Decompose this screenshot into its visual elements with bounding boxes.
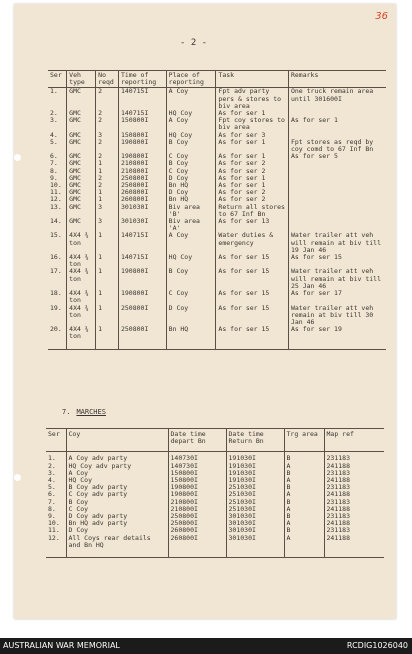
table-cell: 210800I — [168, 506, 226, 513]
table-cell: 301030I — [118, 204, 166, 218]
table-cell: 9. — [50, 173, 58, 182]
table-cell: 301030I — [226, 520, 284, 527]
table-cell: D Coy — [166, 305, 216, 327]
table-cell: 140730I — [168, 452, 226, 463]
table-row — [48, 232, 386, 254]
table-row — [48, 326, 386, 349]
table-row — [48, 218, 386, 232]
table-cell: D Coy — [66, 527, 168, 534]
table-cell: Bn HQ adv party — [66, 520, 168, 527]
table-cell: HQ Coy — [166, 110, 216, 117]
table-cell: 250800I — [118, 305, 166, 327]
table-cell: GMC — [67, 189, 96, 196]
footer-id: RCDIG1026040 — [346, 641, 408, 650]
punch-hole — [14, 474, 21, 481]
table-cell — [288, 175, 386, 182]
table-cell: 241188 — [324, 535, 384, 558]
table-cell: GMC — [67, 110, 96, 117]
table-cell: 1. — [50, 87, 58, 96]
table-cell: 210800I — [118, 168, 166, 175]
table-cell: Water trailer att veh will remain at biv till 25 Jan 46 — [288, 268, 386, 290]
table-cell: 231183 — [324, 470, 384, 477]
table-cell: B Coy adv party — [66, 484, 168, 491]
table-row — [48, 204, 386, 218]
table-cell: C Coy — [166, 168, 216, 175]
table-cell: 241188 — [324, 520, 384, 527]
table-cell: 191030I — [226, 470, 284, 477]
table-cell: 7. — [48, 497, 56, 506]
table-cell: As for ser 3 — [216, 132, 289, 139]
table-cell: 7. — [50, 159, 58, 168]
transport-table — [48, 70, 386, 350]
column-header: Place of reporting — [166, 71, 216, 88]
table-cell: 14. — [50, 217, 62, 226]
table-cell: 8. — [48, 504, 56, 513]
table-cell: 1 — [96, 168, 119, 175]
table-cell: 4X4 ¾ ton — [67, 305, 96, 327]
table-cell: 301030I — [226, 527, 284, 534]
table-cell: 191030I — [226, 452, 284, 463]
table-cell: A Coy — [66, 470, 168, 477]
table-cell: Bn HQ — [166, 326, 216, 349]
table-cell: HQ Coy adv party — [66, 463, 168, 470]
table-cell: Biv area 'B' — [166, 204, 216, 218]
table-cell: 190800I — [168, 491, 226, 498]
table-cell: 6. — [48, 490, 56, 499]
table-cell: A — [284, 463, 324, 470]
table-cell: As for ser 2 — [216, 168, 289, 175]
table-cell: 250800I — [168, 520, 226, 527]
column-header: Trg area — [284, 429, 324, 452]
table-cell: 2 — [96, 117, 119, 131]
table-cell: 231183 — [324, 484, 384, 491]
table-cell: 12. — [50, 195, 62, 204]
table-cell: A Coy — [166, 232, 216, 254]
table-cell: 10. — [50, 181, 62, 190]
table-cell: As for ser 15 — [216, 305, 289, 327]
table-cell: A Coy adv party — [66, 452, 168, 463]
table-cell: 241188 — [324, 477, 384, 484]
table-cell: A Coy — [166, 117, 216, 131]
table-cell: 13. — [50, 202, 62, 211]
table-cell: 11. — [48, 526, 60, 535]
table-cell: 231183 — [324, 499, 384, 506]
table-row — [48, 117, 386, 131]
table-cell: 241188 — [324, 491, 384, 498]
table-cell: As for ser 1 — [216, 139, 289, 153]
table-cell: 150800I — [168, 477, 226, 484]
table-cell: 4X4 ¾ ton — [67, 232, 96, 254]
table-cell: 231183 — [324, 513, 384, 520]
table-cell: 190800I — [118, 290, 166, 304]
table-cell: 4X4 ¾ ton — [67, 326, 96, 349]
column-header: Date time Return Bn — [226, 429, 284, 452]
table-cell: GMC — [67, 196, 96, 203]
table-cell: B Coy — [166, 139, 216, 153]
table-cell: 251030I — [226, 484, 284, 491]
table-cell: GMC — [67, 218, 96, 232]
table-cell: As for ser 1 — [216, 153, 289, 160]
table-cell: Bn HQ — [166, 196, 216, 203]
table-row — [48, 305, 386, 327]
table-cell: 140730I — [168, 463, 226, 470]
column-header: Task — [216, 71, 289, 88]
table-cell: 2. — [50, 109, 58, 118]
punch-hole — [14, 154, 21, 161]
table-header-row — [46, 429, 384, 452]
table-cell: 2 — [96, 88, 119, 110]
table-cell: 1 — [96, 232, 119, 254]
table-cell: A — [284, 535, 324, 558]
table-cell: 5. — [50, 137, 58, 146]
table-cell: 150800I — [118, 117, 166, 131]
table-cell: D Coy — [166, 189, 216, 196]
table-cell: D Coy — [166, 175, 216, 182]
table-cell: 260800I — [118, 196, 166, 203]
table-cell: As for ser 15 — [216, 326, 289, 349]
table-cell: 6. — [50, 152, 58, 161]
column-header: Ser — [46, 429, 66, 452]
table-cell — [288, 218, 386, 232]
table-cell — [288, 189, 386, 196]
table-cell: 140715I — [118, 110, 166, 117]
table-cell: 3 — [96, 204, 119, 218]
table-cell: C Coy — [166, 153, 216, 160]
table-row — [46, 535, 384, 558]
table-cell: 251030I — [226, 499, 284, 506]
table-cell: 250800I — [118, 326, 166, 349]
table-cell: 191030I — [226, 463, 284, 470]
column-header: Time of reporting — [118, 71, 166, 88]
table-cell: As for ser 19 — [288, 326, 386, 349]
table-cell: 241188 — [324, 506, 384, 513]
table-cell: D Coy adv party — [66, 513, 168, 520]
table-cell: 191030I — [226, 477, 284, 484]
table-cell: 140715I — [118, 88, 166, 110]
table-cell: 15. — [50, 231, 62, 240]
table-cell: 4. — [48, 476, 56, 485]
table-cell: 3 — [96, 218, 119, 232]
footer-source: AUSTRALIAN WAR MEMORIAL — [3, 641, 120, 650]
table-cell: HQ Coy — [66, 477, 168, 484]
table-cell: B — [284, 470, 324, 477]
table-header-row — [48, 71, 386, 88]
table-cell — [288, 182, 386, 189]
table-row — [48, 139, 386, 153]
table-cell: 1 — [96, 160, 119, 167]
table-row — [48, 290, 386, 304]
table-row — [46, 452, 384, 463]
table-cell: 1 — [96, 189, 119, 196]
table-cell: As for ser 2 — [216, 189, 289, 196]
table-cell: B — [284, 452, 324, 463]
table-cell: 250800I — [118, 175, 166, 182]
table-cell: GMC — [67, 153, 96, 160]
table-cell: 301030I — [226, 513, 284, 520]
table-cell: GMC — [67, 160, 96, 167]
table-cell: 210800I — [118, 160, 166, 167]
table-cell: 4. — [50, 130, 58, 139]
table-cell: HQ Coy — [166, 132, 216, 139]
table-cell: 251030I — [226, 491, 284, 498]
table-cell: 301030I — [226, 535, 284, 558]
column-header: Veh type — [67, 71, 96, 88]
section-title: MARCHES — [76, 408, 106, 416]
table-cell: 241188 — [324, 463, 384, 470]
table-cell — [288, 196, 386, 203]
table-cell: 190800I — [168, 484, 226, 491]
table-cell: GMC — [67, 182, 96, 189]
table-cell: All Coys rear details and Bn HQ — [66, 535, 168, 558]
table-cell: A — [284, 506, 324, 513]
table-cell: As for ser 15 — [216, 254, 289, 268]
table-cell: 210800I — [168, 499, 226, 506]
table-cell: B — [284, 527, 324, 534]
column-header: Coy — [66, 429, 168, 452]
table-cell: 301030I — [118, 218, 166, 232]
column-header: Map ref — [324, 429, 384, 452]
table-cell: Fpt stores as reqd by coy comd to 67 Inf Bn — [288, 139, 386, 153]
table-cell: GMC — [67, 175, 96, 182]
table-cell: C Coy adv party — [66, 491, 168, 498]
table-cell: B Coy — [166, 160, 216, 167]
table-cell: A — [284, 477, 324, 484]
table-cell: 1 — [96, 305, 119, 327]
table-cell: 260800I — [168, 527, 226, 534]
table-cell: Return all stores to 67 Inf Bn — [216, 204, 289, 218]
table-cell: 190800I — [118, 153, 166, 160]
table-cell: As for ser 17 — [288, 290, 386, 304]
table-cell: C Coy — [66, 506, 168, 513]
table-cell: A Coy — [166, 88, 216, 110]
table-cell: 3 — [96, 132, 119, 139]
table-cell: As for ser 1 — [216, 110, 289, 117]
table-cell: 2 — [96, 175, 119, 182]
table-cell: B — [284, 513, 324, 520]
table-cell: A — [284, 520, 324, 527]
table-row — [48, 254, 386, 268]
table-cell: As for ser 1 — [288, 117, 386, 131]
page-number: - 2 - — [180, 38, 208, 48]
table-row — [48, 88, 386, 110]
table-cell: As for ser 1 — [216, 175, 289, 182]
table-cell: 16. — [50, 253, 62, 262]
table-cell: 150800I — [168, 470, 226, 477]
table-cell: 260800I — [118, 189, 166, 196]
marches-table — [46, 428, 384, 558]
table-cell: 3. — [48, 468, 56, 477]
table-cell: Bn HQ — [166, 182, 216, 189]
table-cell: As for ser 15 — [216, 290, 289, 304]
table-cell: 1 — [96, 196, 119, 203]
table-cell: 250800I — [118, 182, 166, 189]
table-cell: 250800I — [168, 513, 226, 520]
table-cell: 251030I — [226, 506, 284, 513]
column-header: Ser — [48, 71, 67, 88]
table-cell: 12. — [46, 535, 66, 558]
table-cell: GMC — [67, 139, 96, 153]
table-cell: HQ Coy — [166, 254, 216, 268]
table-cell: 4X4 ¾ ton — [67, 290, 96, 304]
table-cell — [288, 204, 386, 218]
table-cell: 4X4 ¾ ton — [67, 268, 96, 290]
table-cell: GMC — [67, 204, 96, 218]
table-cell: 2 — [96, 182, 119, 189]
table-cell: 18. — [50, 289, 62, 298]
table-cell: 231183 — [324, 452, 384, 463]
table-cell: As for ser 2 — [216, 160, 289, 167]
column-header: Date time depart Bn — [168, 429, 226, 452]
table-cell — [288, 160, 386, 167]
table-cell: 1 — [96, 290, 119, 304]
table-cell: 2. — [48, 461, 56, 470]
table-cell: 11. — [50, 188, 62, 197]
table-cell: B Coy — [166, 268, 216, 290]
table-cell — [288, 168, 386, 175]
table-cell: GMC — [67, 168, 96, 175]
table-cell: 10. — [48, 519, 60, 528]
table-cell: As for ser 1 — [216, 182, 289, 189]
table-cell: 1 — [96, 268, 119, 290]
table-cell: 190800I — [118, 268, 166, 290]
table-cell: B Coy — [66, 499, 168, 506]
table-cell: GMC — [67, 88, 96, 110]
table-cell: 1. — [48, 454, 56, 463]
table-cell: 17. — [50, 267, 62, 276]
column-header: Remarks — [288, 71, 386, 88]
table-cell: A — [284, 491, 324, 498]
table-cell: 2 — [96, 139, 119, 153]
section-heading — [62, 408, 106, 416]
table-cell: As for ser 2 — [216, 196, 289, 203]
table-cell: 2 — [96, 153, 119, 160]
table-cell: B — [284, 484, 324, 491]
table-cell: As for ser 5 — [288, 153, 386, 160]
footer-bar — [0, 638, 412, 654]
table-cell: C Coy — [166, 290, 216, 304]
table-cell: GMC — [67, 132, 96, 139]
table-cell: 5. — [48, 483, 56, 492]
table-cell: Water trailer att veh will remain at biv till 19 Jan 46 — [288, 232, 386, 254]
table-cell: 190800I — [118, 139, 166, 153]
table-cell: As for ser 15 — [216, 268, 289, 290]
table-cell: 20. — [48, 326, 67, 349]
table-cell: Water trailer att veh remain at biv till 30 Jan 46 — [288, 305, 386, 327]
column-header: No reqd — [96, 71, 119, 88]
table-cell: 140715I — [118, 232, 166, 254]
folio-number: 36 — [375, 11, 388, 22]
section-number: 7. — [62, 408, 71, 416]
table-cell: 1 — [96, 326, 119, 349]
table-cell: 19. — [50, 303, 62, 312]
table-cell: Biv area 'A' — [166, 218, 216, 232]
table-cell: 3. — [50, 116, 58, 125]
table-cell: As for ser 13 — [216, 218, 289, 232]
table-cell: Fpt coy stores to biv area — [216, 117, 289, 131]
table-row — [48, 268, 386, 290]
table-cell: 150800I — [118, 132, 166, 139]
table-cell: 9. — [48, 512, 56, 521]
table-cell: 8. — [50, 166, 58, 175]
table-cell: 260800I — [168, 535, 226, 558]
table-cell: 1 — [96, 254, 119, 268]
table-cell: 4X4 ¾ ton — [67, 254, 96, 268]
table-cell: GMC — [67, 117, 96, 131]
table-cell: B — [284, 499, 324, 506]
table-cell: 231183 — [324, 527, 384, 534]
table-cell: 140715I — [118, 254, 166, 268]
table-cell: As for ser 15 — [288, 254, 386, 268]
table-cell: One truck remain area until 301600I — [288, 88, 386, 110]
table-cell: 2 — [96, 110, 119, 117]
table-cell: Fpt adv party pers & stores to biv area — [216, 88, 289, 110]
table-cell: Water duties & emergency — [216, 232, 289, 254]
